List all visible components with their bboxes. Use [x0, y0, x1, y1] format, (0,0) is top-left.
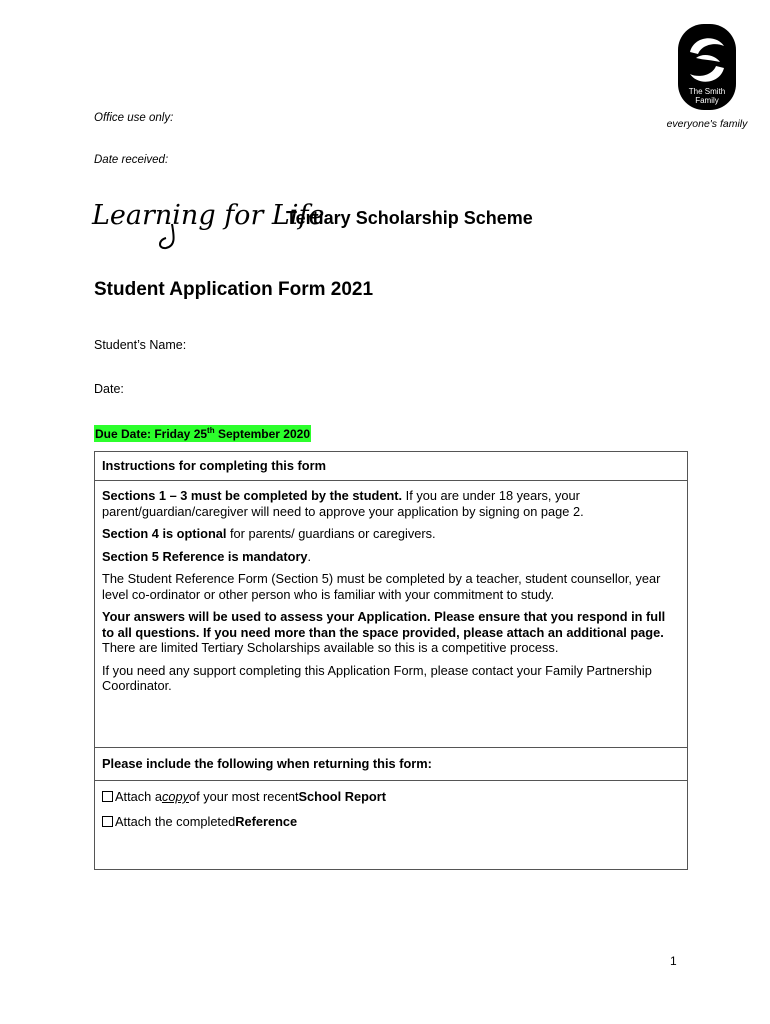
due-date-sup: th — [207, 426, 215, 435]
item1-text-a: Attach a — [115, 789, 162, 804]
instruction-p1-rest: If you are under 18 years, your parent/guardian/caregiver will need to approve your application by signing on page 2. — [102, 488, 584, 519]
instruction-p1-bold: Sections 1 – 3 must be completed by the student. — [102, 488, 403, 503]
instructions-table — [94, 451, 688, 870]
date-label: Date: — [94, 382, 124, 396]
instruction-p2-rest: for parents/ guardians or caregivers. — [226, 526, 436, 541]
item1-text-b: of your most recent — [188, 789, 299, 804]
instruction-p2-bold: Section 4 is optional — [102, 526, 227, 541]
item2-text-bold: Reference — [235, 813, 298, 829]
smith-family-emblem-icon — [676, 22, 738, 114]
smith-family-logo — [662, 22, 752, 132]
due-date-suffix: September 2020 — [214, 427, 310, 441]
scheme-heading — [92, 196, 533, 256]
returning-checklist — [95, 781, 687, 844]
office-use-label: Office use only: — [94, 112, 174, 124]
instruction-support: If you need any support completing this Application Form, please contact your Family Partnership Coordinator. — [102, 662, 652, 693]
page-number: 1 — [670, 954, 677, 968]
instruction-section-4 — [102, 526, 680, 542]
scheme-title: Tertiary Scholarship Scheme — [286, 208, 533, 228]
instruction-p3-rest: . — [307, 548, 312, 564]
date-received-label: Date received: — [94, 154, 169, 166]
instruction-p3-bold: Section 5 Reference is mandatory — [102, 548, 308, 564]
reference-checkbox[interactable] — [102, 816, 113, 827]
logo-name-line2: Family — [695, 96, 719, 105]
due-date-prefix: Due Date: Friday 25 — [95, 427, 208, 441]
learning-for-life-script-text: Learning for Life — [92, 200, 325, 231]
item1-text-copy: copy — [161, 789, 189, 804]
student-name-label: Student’s Name: — [94, 338, 187, 352]
form-title: Student Application Form 2021 — [94, 279, 374, 300]
instructions-header: Instructions for completing this form — [95, 452, 687, 481]
instruction-p5-rest: There are limited Tertiary Scholarships available so this is a competitive process. — [102, 640, 559, 655]
instruction-section-5 — [102, 549, 680, 565]
item1-text-bold: School Report — [298, 789, 386, 804]
checklist-item-school-report — [102, 789, 680, 805]
logo-tagline: everyone's family — [666, 118, 748, 130]
instructions-body — [95, 481, 687, 748]
instruction-p5-bold: Your answers will be used to assess your Application. Please ensure that you respond in full to all questions. If you need more than the space provided, please attach an additional page. — [102, 609, 666, 640]
due-date-highlight — [94, 425, 311, 442]
returning-header: Please include the following when returning this form: — [95, 748, 687, 781]
instruction-assessment — [102, 609, 680, 656]
checklist-item-reference — [102, 814, 680, 830]
item2-text-a: Attach the completed — [115, 813, 236, 829]
learning-for-life-script-logo — [92, 196, 325, 254]
school-report-checkbox[interactable] — [102, 791, 113, 802]
logo-name-line1: The Smith — [688, 87, 726, 96]
instruction-reference-form: The Student Reference Form (Section 5) must be completed by a teacher, student counsellor, year level co-ordinator or other person who is familiar with your commitment to study. — [102, 571, 661, 602]
instruction-sections-1-3 — [102, 488, 680, 519]
